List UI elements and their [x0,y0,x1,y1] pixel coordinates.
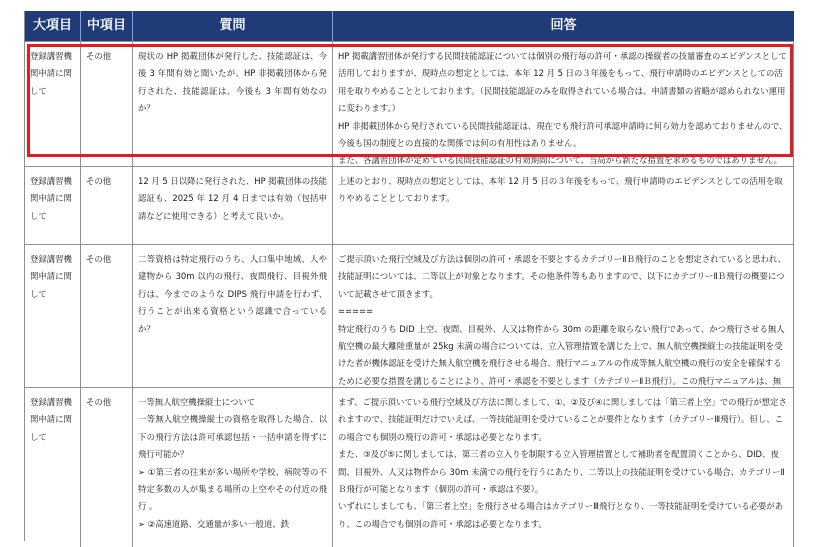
answer-cell [333,42,794,166]
answer-cell [333,388,794,547]
question-bullet: ➢ ②高速道路、交通量が多い一般道、鉄 [138,518,290,529]
table-header [25,11,794,41]
answer-paragraph: 特定飛行のうち DID 上空、夜間、目視外、人又は物件から 30m の距離を取らない飛行であって、かつ飛行させる無人航空機の最大離陸重量が 25kg 未満の場合については、立入管理措置を講じた上で、無人航空機操縦士の技能証明を受けた者が機体認証を受けた無人航空機を飛行させる場合、飛行マニュアルの作成等無人航空機の飛行の安全を確保するために必要な措置を講じることにより、許可・承認を不要とします（カテゴリーⅡＢ飛行）。この飛行マニュアルは、無 [338,323,785,386]
answer-separator: ===== [338,306,374,317]
question-line: 一等無人航空機操縦士の資格を取得した場合、以下の飛行方法は許可承認包括・一括申請を得ずに飛行可能か？ [138,414,327,460]
answer-paragraph: HP 非掲載団体から発行されている民間技能認証は、現在でも飛行許可承認申請時に何ら効力を認めておりませんので、今後も国の制度との直接的な関係では何の有用性はありません。 [338,120,788,149]
major-category-cell: 登録講習機関申請に関して [25,388,81,547]
question-bullet: ➢ ①第三者の往来が多い場所や学校、病院等の不特定多数の人が集まる場所の上空やその付近の飛行 。 [138,466,327,512]
minor-category-cell: その他 [81,167,133,244]
answer-paragraph: 上述のとおり、現時点の想定としては、本年 12 月 5 日の３年後をもって、飛行申請時のエビデンスとしての活用を取りやめることとしております。 [338,176,783,204]
table-row [25,387,794,547]
table-row [25,244,794,387]
question-cell: 現状の HP 掲載団体が発行した、技能認証は、今後 3 年間有効と聞いたが、HP 非掲載団体から発行された、技能認証は、今後も 3 年間有効なのか？ [133,42,333,166]
question-line: 一等無人航空機操縦士について [138,397,256,407]
answer-paragraph: ご提示頂いた飛行空域及び方法は個別の許可・承認を不要とするカテゴリーⅡＢ飛行のことを想定されていると思われ、技能証明については、二等以上が対象となります。その他条件等もありますので、以下にカテゴリーⅡＢ飛行の概要について記載させて頂きます。 [338,254,787,299]
answer-paragraph: また、③及び⑤に関しましては、第三者の立入りを制限する立入管理措置として補助者を配置頂くことから、DID、夜間、目視外、人又は物件から 30m 未満での飛行を行うにあたり、二等以上の技能証明を受けている場合、カテゴリーⅡＢ飛行が可能となります（個別の許可・承認は不要）。 [338,449,785,495]
header-question: 質問 [133,11,333,41]
major-category-cell: 登録講習機関申請に関して [25,42,81,166]
answer-paragraph: いずれにしましても、「第三者上空」を飛行させる場合はカテゴリーⅢ飛行となり、一等技能証明を受けている必要があり、この場合でも個別の許可・承認は必要となります。 [338,501,784,529]
minor-category-cell: その他 [81,245,133,387]
answer-paragraph: HP 掲載講習団体が発行する民間技能認証については個別の飛行毎の許可・承認の操縦者の技量審査のエビデンスとして活用しておりますが、現時点の想定としては、本年 12 月 5 日の３年後をもって、飛行申請時のエビデンスとしての活用を取りやめることとしております。（民間技能認証のみを取得されている場合は、申請書類の省略が認められない運用に変わります。） [338,51,787,114]
question-cell: 12 月 5 日以降に発行された、HP 掲載団体の技能認証も、2025 年 12 月 4 日までは有効（包括申請などに使用できる）と考えて良いか。 [133,167,333,244]
table-row [25,41,794,166]
answer-paragraph: まず、ご提示頂いている飛行空域及び方法に関しまして、①、②及び④に関しましては「第三者上空」での飛行が想定されますので、技能証明だけでいえば、一等技能証明を受けていることが要件となります（カテゴリーⅢ飛行）。但し、この場合でも個別の飛行の許可・承認は必要となります。 [338,397,787,442]
minor-category-cell: その他 [81,42,133,166]
minor-category-cell: その他 [81,388,133,547]
answer-cell [333,167,794,244]
qa-table [24,11,794,541]
header-major-category: 大項目 [25,11,81,41]
table-row [25,166,794,244]
major-category-cell: 登録講習機関申請に関して [25,245,81,387]
answer-paragraph: また、各講習団体が定めている民間技能認証の有効期間について、当局から新たな措置を求めるものではありません。 [338,155,783,166]
header-minor-category: 中項目 [81,11,133,41]
question-cell: 二等資格は特定飛行のうち、人口集中地域、人や建物から 30m 以内の飛行、夜間飛行、目視外飛行は、今までのような DIPS 飛行申請を行わず、行うことが出来る資格という認識で合っているか？ [133,245,333,387]
answer-cell [333,245,794,387]
header-answer: 回答 [550,18,577,33]
major-category-cell: 登録講習機関申請に関して [25,167,81,244]
question-cell [133,388,333,547]
